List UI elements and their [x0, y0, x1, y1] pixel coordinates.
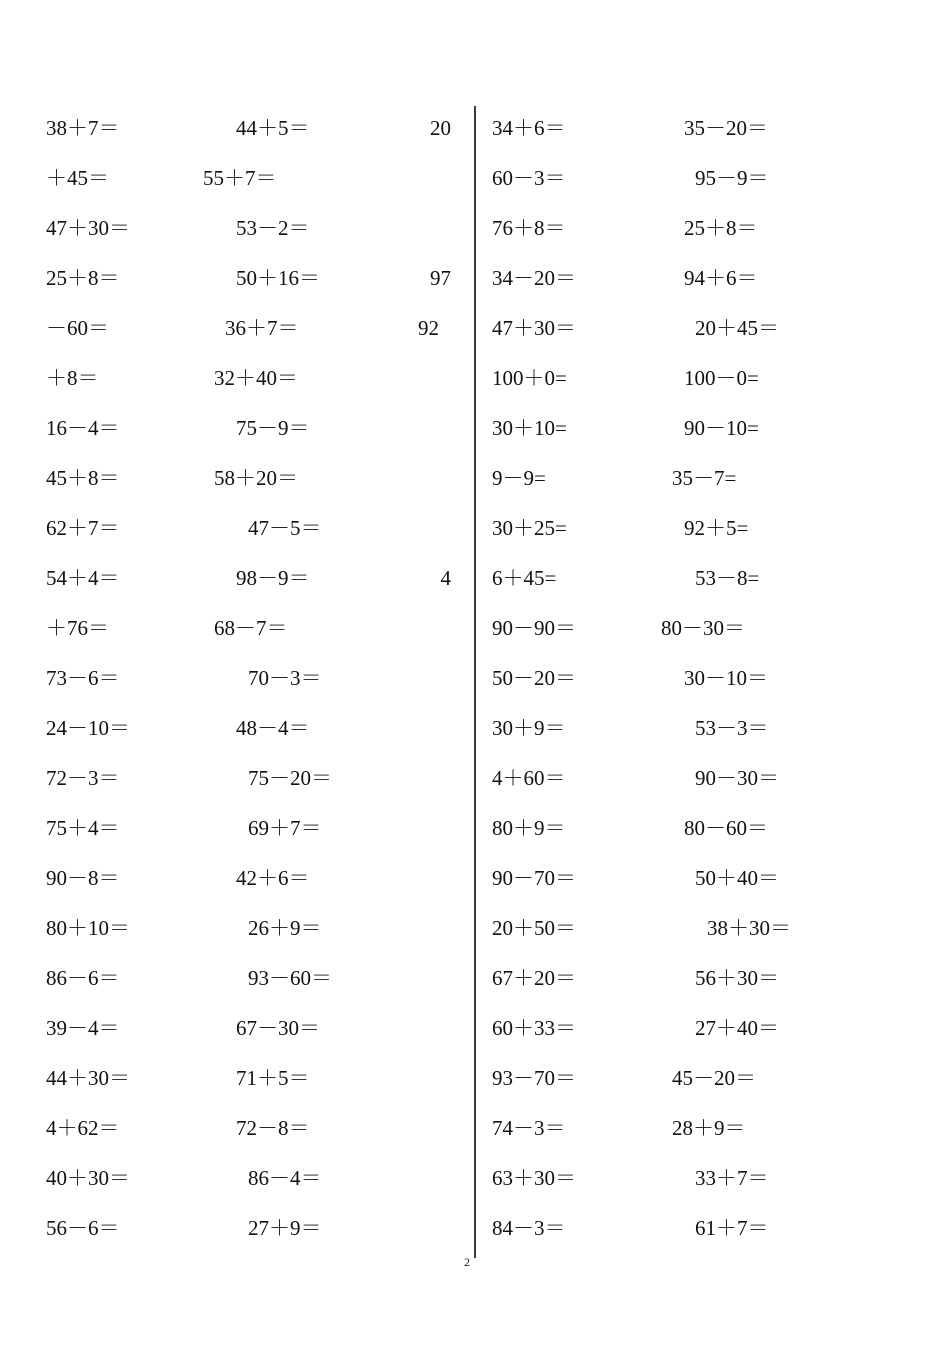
problem-row [0, 108, 950, 148]
problem-left-col1: 24－10＝ [46, 716, 130, 740]
problem-right-col1: 34－20＝ [492, 266, 576, 290]
problem-row [0, 908, 950, 948]
problem-left-col2: 47－5＝ [248, 516, 322, 540]
problem-row [0, 608, 950, 648]
problem-row [0, 158, 950, 198]
problem-left-col2: 26＋9＝ [248, 916, 322, 940]
page-number: 2 [464, 1255, 470, 1269]
problem-right-col2: 80－30＝ [661, 616, 745, 640]
problem-right-col2: 30－10＝ [684, 666, 768, 690]
problem-row [0, 1208, 950, 1248]
problem-left-col1: ＋8＝ [46, 366, 99, 390]
problem-right-col1: 84－3＝ [492, 1216, 566, 1240]
problem-right-col2: 92＋5= [684, 516, 749, 540]
problem-right-col2: 35－7= [672, 466, 737, 490]
problem-left-col1: 56－6＝ [46, 1216, 120, 1240]
problem-row [0, 508, 950, 548]
problem-row [0, 1008, 950, 1048]
problem-left-col1: 40＋30＝ [46, 1166, 130, 1190]
problem-right-col1: 67＋20＝ [492, 966, 576, 990]
problem-right-col1: 6＋45= [492, 566, 557, 590]
problem-right-col1: 80＋9＝ [492, 816, 566, 840]
problem-left-col1: 62＋7＝ [46, 516, 120, 540]
problem-left-col2: 72－8＝ [236, 1116, 310, 1140]
problem-left-col2: 42＋6＝ [236, 866, 310, 890]
problem-row [0, 358, 950, 398]
problem-right-col2: 53－8= [695, 566, 760, 590]
problem-left-col1: 45＋8＝ [46, 466, 120, 490]
stray-number: 4 [440, 566, 451, 590]
problem-right-col1: 60＋33＝ [492, 1016, 576, 1040]
problem-right-col1: 47＋30＝ [492, 316, 576, 340]
problem-row [0, 258, 950, 298]
problem-right-col2: 90－30＝ [695, 766, 779, 790]
problem-right-col1: 30＋10= [492, 416, 567, 440]
problem-right-col1: 93－70＝ [492, 1066, 576, 1090]
problem-left-col1: ＋76＝ [46, 616, 109, 640]
problem-right-col1: 30＋9＝ [492, 716, 566, 740]
problem-left-col1: 73－6＝ [46, 666, 120, 690]
problem-left-col2: 86－4＝ [248, 1166, 322, 1190]
problem-row [0, 208, 950, 248]
problem-row [0, 1058, 950, 1098]
problem-right-col2: 90－10= [684, 416, 759, 440]
problem-left-col2: 75－20＝ [248, 766, 332, 790]
problem-right-col1: 20＋50＝ [492, 916, 576, 940]
problem-left-col2: 53－2＝ [236, 216, 310, 240]
problem-right-col2: 53－3＝ [695, 716, 769, 740]
problem-left-col2: 68－7＝ [214, 616, 288, 640]
problem-right-col1: 100＋0= [492, 366, 567, 390]
problem-left-col1: 25＋8＝ [46, 266, 120, 290]
problem-row [0, 758, 950, 798]
problem-left-col2: 44＋5＝ [236, 116, 310, 140]
problem-right-col1: 74－3＝ [492, 1116, 566, 1140]
problem-left-col1: －60＝ [46, 316, 109, 340]
problem-left-col1: 39－4＝ [46, 1016, 120, 1040]
problem-row [0, 708, 950, 748]
problem-left-col2: 55＋7＝ [203, 166, 277, 190]
problem-right-col2: 100－0= [684, 366, 759, 390]
problem-left-col1: ＋45＝ [46, 166, 109, 190]
problem-row [0, 308, 950, 348]
problem-left-col1: 54＋4＝ [46, 566, 120, 590]
problem-row [0, 858, 950, 898]
problem-right-col1: 30＋25= [492, 516, 567, 540]
problem-left-col1: 75＋4＝ [46, 816, 120, 840]
problem-right-col1: 90－70＝ [492, 866, 576, 890]
problem-left-col2: 69＋7＝ [248, 816, 322, 840]
problem-left-col1: 4＋62＝ [46, 1116, 120, 1140]
problem-right-col1: 60－3＝ [492, 166, 566, 190]
stray-number: 97 [430, 266, 451, 290]
problem-row [0, 1158, 950, 1198]
problem-right-col2: 56＋30＝ [695, 966, 779, 990]
problem-left-col2: 93－60＝ [248, 966, 332, 990]
problem-left-col2: 50＋16＝ [236, 266, 320, 290]
problem-right-col2: 25＋8＝ [684, 216, 758, 240]
problem-left-col1: 86－6＝ [46, 966, 120, 990]
problem-left-col2: 98－9＝ [236, 566, 310, 590]
problem-row [0, 658, 950, 698]
problem-left-col1: 16－4＝ [46, 416, 120, 440]
problem-left-col2: 75－9＝ [236, 416, 310, 440]
problem-right-col1: 34＋6＝ [492, 116, 566, 140]
problem-left-col2: 71＋5＝ [236, 1066, 310, 1090]
problem-left-col2: 70－3＝ [248, 666, 322, 690]
problem-right-col2: 35－20＝ [684, 116, 768, 140]
problem-row [0, 808, 950, 848]
stray-number: 20 [430, 116, 451, 140]
problem-left-col1: 72－3＝ [46, 766, 120, 790]
problem-row [0, 958, 950, 998]
problem-left-col2: 48－4＝ [236, 716, 310, 740]
problem-left-col2: 32＋40＝ [214, 366, 298, 390]
problem-right-col2: 33＋7＝ [695, 1166, 769, 1190]
problem-right-col2: 94＋6＝ [684, 266, 758, 290]
problem-right-col2: 20＋45＝ [695, 316, 779, 340]
problem-right-col1: 63＋30＝ [492, 1166, 576, 1190]
problem-left-col2: 36＋7＝ [225, 316, 299, 340]
problem-left-col1: 80＋10＝ [46, 916, 130, 940]
problem-right-col1: 50－20＝ [492, 666, 576, 690]
problem-right-col2: 80－60＝ [684, 816, 768, 840]
problem-right-col1: 9－9= [492, 466, 546, 490]
stray-number: 92 [418, 316, 439, 340]
problem-right-col1: 4＋60＝ [492, 766, 566, 790]
problem-right-col2: 38＋30＝ [707, 916, 791, 940]
problem-left-col1: 47＋30＝ [46, 216, 130, 240]
problem-right-col1: 76＋8＝ [492, 216, 566, 240]
problem-row [0, 1108, 950, 1148]
problem-row [0, 558, 950, 598]
problem-right-col2: 28＋9＝ [672, 1116, 746, 1140]
problem-left-col1: 90－8＝ [46, 866, 120, 890]
problem-right-col2: 50＋40＝ [695, 866, 779, 890]
problem-right-col2: 45－20＝ [672, 1066, 756, 1090]
problem-row [0, 408, 950, 448]
problem-left-col1: 44＋30＝ [46, 1066, 130, 1090]
problem-right-col1: 90－90＝ [492, 616, 576, 640]
problem-row [0, 458, 950, 498]
problem-right-col2: 95－9＝ [695, 166, 769, 190]
problem-right-col2: 61＋7＝ [695, 1216, 769, 1240]
problem-left-col2: 58＋20＝ [214, 466, 298, 490]
problem-right-col2: 27＋40＝ [695, 1016, 779, 1040]
problem-left-col2: 67－30＝ [236, 1016, 320, 1040]
problem-left-col2: 27＋9＝ [248, 1216, 322, 1240]
problem-left-col1: 38＋7＝ [46, 116, 120, 140]
